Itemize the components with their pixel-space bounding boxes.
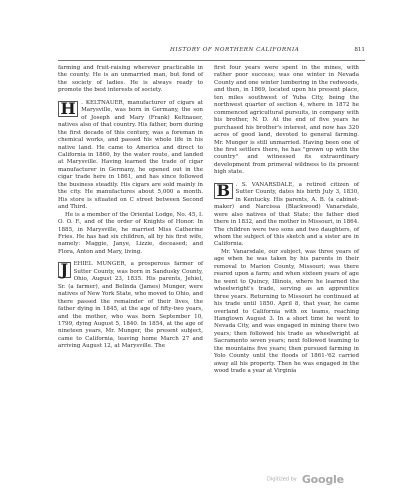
page-header (170, 47, 365, 57)
paragraph-text: EHIEL MUNGER, a prosperous farmer of Sutter County, was born in Sandusky County, Ohio, August 23, 1835. His parents, Jehiel, Sr. (a farmer), and Belinda (James) Munger, were natives of New York State, who moved to Ohio, and there passed the remainder of their lives, the father dying in 1845, at the age of fifty-two years, and the mother, who was born September 10, 1799, dying August 5, 1840. In 1854, at the age of nineteen years, Mr. Munger, the present subject, came to California, leaving home March 27 and arriving August 12, at Marysville. The (58, 261, 203, 350)
paragraph: He is a member of the Oriental Lodge, No. 45, I. O. O. F., and of the order of Knights of Honor. In 1885, in Marysville, he married Miss Catherine Fries. He has had six children, all by his first wife, namely: Maggie, Janye, Lizzie, deceased; and Flora, Anton and Mary, living. (58, 211, 203, 255)
paragraph: first four years were spent in the mines, with rather poor success; was one winter in Nevada County and one winter lumbering in the redwoods, and then, in 1869, located upon his present place, ten miles southwest of Yuba City, being the northwest quarter of section 4, where in 1872 he commenced agricultural pursuits, in company with his brother, N. D. At the end of five years he purchased his brother's interest, and now has 320 acres of good land, devoted to general farming. Mr. Munger is still unmarried. Having been one of the first settlers there, he has "grown up with the country" and witnessed its extraordinary development from primeval wildness to its present high state. (214, 65, 359, 176)
drop-cap-initial: J (58, 262, 71, 278)
watermark-prefix: Digitized by (267, 476, 297, 483)
page-number: 811 (354, 47, 365, 53)
left-column (58, 65, 203, 351)
paragraph: farming and fruit-raising wherever practicable in the county. He is an unmarried man, but fond of the society of ladies. He is always ready to promote the best interests of society. (58, 65, 203, 94)
right-column (214, 65, 359, 376)
biography-munger (58, 261, 203, 350)
paragraph-text: . S. VANARSDALE, a retired citizen of Sutter County, dates his birth July 3, 1830, in Kentucky. His parents, A. B. (a cabinet-maker) and Narcissa (Blackwood) Vanarsdale, were also natives of that State; the father died there in 1832, and the mother in Missouri, in 1864. The children were two sons and two daughters, of whom the subject of this sketch and a sister are in California. (214, 181, 359, 248)
header-rule (58, 60, 365, 61)
paragraph-text: . KELTNAUER, manufacturer of cigars at Marysville, was born in Germany, the son of Joseph and Mary (Frank) Keltnauer, natives also of that country. His father, born during the first decade of this century, was a foreman in chemical works, and passed his whole life in his native land. He came to America and direct to California in 1860, by the water route, and landed at Marysville. Having learned the trade of cigar manufacturer in Germany, he opened out in the cigar trade here in 1861, and has since followed the business steadily. His cigars are sold mainly in the city. He manufactures about 5,000 a month. His store is situated on C street between Second and Third. (58, 99, 203, 211)
biography-keltnauer (58, 100, 203, 212)
biography-vanarsdale (214, 182, 359, 249)
running-title: HISTORY OF NORTHERN CALIFORNIA (170, 47, 300, 53)
drop-cap-initial: H (58, 101, 78, 117)
paragraph: Mr. Vanarsdale, our subject, was three years of age when he was taken by his parents in their removal to Marion County, Missouri; was there reared upon a farm; and when sixteen years of age he went to Quincy, Illinois, where he learned the wheelwright's trade, serving as an apprentice three years. Returning to Missouri he continued at his trade until 1850. April 8, that year, he came overland to California with ox teams, reaching Hangtown August 3. In a short time he went to Nevada City, and was engaged in mining there two years; then followed his trade as wheelwright at Sacramento seven years; next followed teaming to the mountains five years; then pursued farming in Yolo County until the floods of 1861-'62 carried away all his property. Then he was engaged in the wood trade a year at Virginia (214, 248, 359, 375)
google-watermark (267, 469, 344, 488)
google-logo: Google (301, 473, 344, 486)
drop-cap-initial: B (214, 183, 233, 199)
